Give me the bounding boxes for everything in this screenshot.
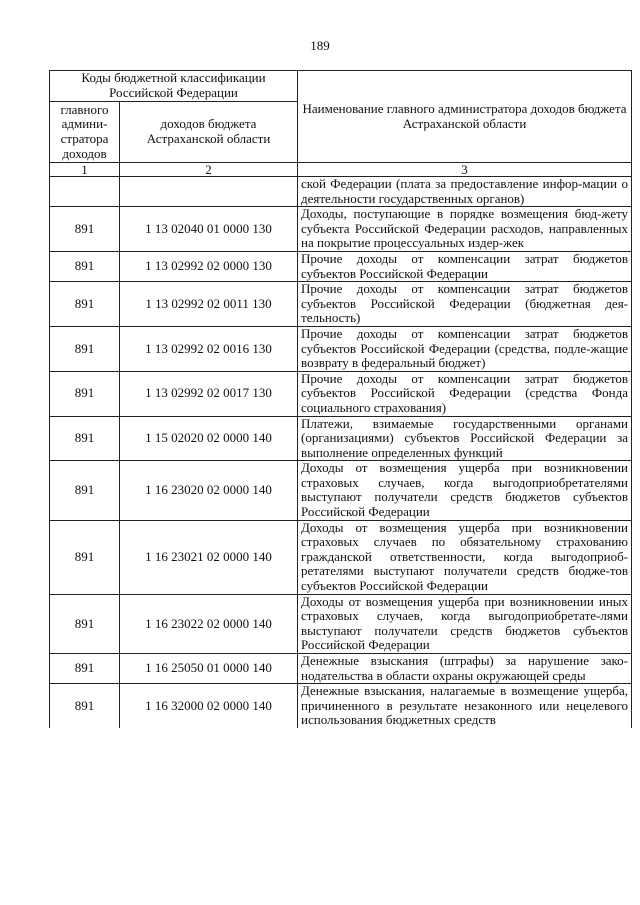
income-name-cell: ской Федерации (плата за предоставление инфор-мации о деятельности государственных органов) (298, 177, 632, 207)
table-row (50, 520, 632, 594)
page-number: 189 (310, 38, 330, 53)
income-name-cell: Платежи, взимаемые государственными органами (организациями) субъектов Российской Федерации за выполнение определенных функций (298, 416, 632, 461)
admin-code-cell (50, 177, 120, 207)
table-row (50, 416, 632, 461)
income-code-cell: 1 16 25050 01 0000 140 (120, 654, 298, 684)
table-row (50, 207, 632, 252)
col-number-1: 1 (50, 163, 120, 177)
header-col2-title: доходов бюджета Астраханской области (120, 102, 298, 163)
table-row (50, 371, 632, 416)
admin-code-cell: 891 (50, 684, 120, 728)
income-name-cell: Денежные взыскания, налагаемые в возмещение ущерба, причиненного в результате незаконного или нецелевого использования бюджетных средств (298, 684, 632, 728)
income-name-cell: Прочие доходы от компенсации затрат бюджетов субъектов Российской Федерации (средства Фонда социального страхования) (298, 371, 632, 416)
income-name-cell: Доходы от возмещения ущерба при возникновении иных страховых случаев, когда выгодоприобретате-лями выступают получатели средств бюджетов субъектов Российской Федерации (298, 594, 632, 653)
income-code-cell: 1 13 02040 01 0000 130 (120, 207, 298, 252)
income-code-cell: 1 16 23021 02 0000 140 (120, 520, 298, 594)
budget-table (49, 70, 632, 728)
admin-code-cell: 891 (50, 594, 120, 653)
income-name-cell: Прочие доходы от компенсации затрат бюджетов субъектов Российской Федерации (средства, подле-жащие возврату в федеральный бюджет) (298, 326, 632, 371)
table-row (50, 251, 632, 281)
col-number-2: 2 (120, 163, 298, 177)
header-row-1 (50, 71, 632, 102)
admin-code-cell: 891 (50, 461, 120, 520)
income-name-cell: Доходы от возмещения ущерба при возникновении страховых случаев, когда выгодоприобретателями выступают получатели средств бюджетов субъектов Российской Федерации (298, 461, 632, 520)
income-code-cell: 1 15 02020 02 0000 140 (120, 416, 298, 461)
admin-code-cell: 891 (50, 520, 120, 594)
income-name-cell: Доходы, поступающие в порядке возмещения бюд-жету субъекта Российской Федерации расходов, направленных на покрытие процессуальных издер-жек (298, 207, 632, 252)
admin-code-cell: 891 (50, 207, 120, 252)
admin-code-cell: 891 (50, 282, 120, 327)
income-code-cell: 1 13 02992 02 0016 130 (120, 326, 298, 371)
table-row (50, 594, 632, 653)
admin-code-cell: 891 (50, 251, 120, 281)
header-group-title: Коды бюджетной классификации Российской Федерации (50, 71, 298, 102)
income-name-cell: Прочие доходы от компенсации затрат бюджетов субъектов Российской Федерации (298, 251, 632, 281)
table-row (50, 177, 632, 207)
column-number-row (50, 163, 632, 177)
income-code-cell (120, 177, 298, 207)
admin-code-cell: 891 (50, 654, 120, 684)
income-code-cell: 1 16 23020 02 0000 140 (120, 461, 298, 520)
header-col3-title: Наименование главного администратора доходов бюджета Астраханской области (298, 71, 632, 163)
table-row (50, 684, 632, 728)
income-name-cell: Прочие доходы от компенсации затрат бюджетов субъектов Российской Федерации (бюджетная дея-тельность) (298, 282, 632, 327)
table-row (50, 461, 632, 520)
admin-code-cell: 891 (50, 326, 120, 371)
col-number-3: 3 (298, 163, 632, 177)
income-code-cell: 1 16 23022 02 0000 140 (120, 594, 298, 653)
header-col1-title: главного админи-стратора доходов (50, 102, 120, 163)
income-name-cell: Денежные взыскания (штрафы) за нарушение зако-нодательства в области охраны окружающей среды (298, 654, 632, 684)
income-name-cell: Доходы от возмещения ущерба при возникновении страховых случаев по обязательному страхованию гражданской ответственности, когда выгодоприоб-ретателями выступают получатели средств бюдже-тов субъектов Российской Федерации (298, 520, 632, 594)
income-code-cell: 1 16 32000 02 0000 140 (120, 684, 298, 728)
income-code-cell: 1 13 02992 02 0011 130 (120, 282, 298, 327)
admin-code-cell: 891 (50, 416, 120, 461)
table-row (50, 282, 632, 327)
income-code-cell: 1 13 02992 02 0017 130 (120, 371, 298, 416)
admin-code-cell: 891 (50, 371, 120, 416)
table-row (50, 326, 632, 371)
table-row (50, 654, 632, 684)
income-code-cell: 1 13 02992 02 0000 130 (120, 251, 298, 281)
